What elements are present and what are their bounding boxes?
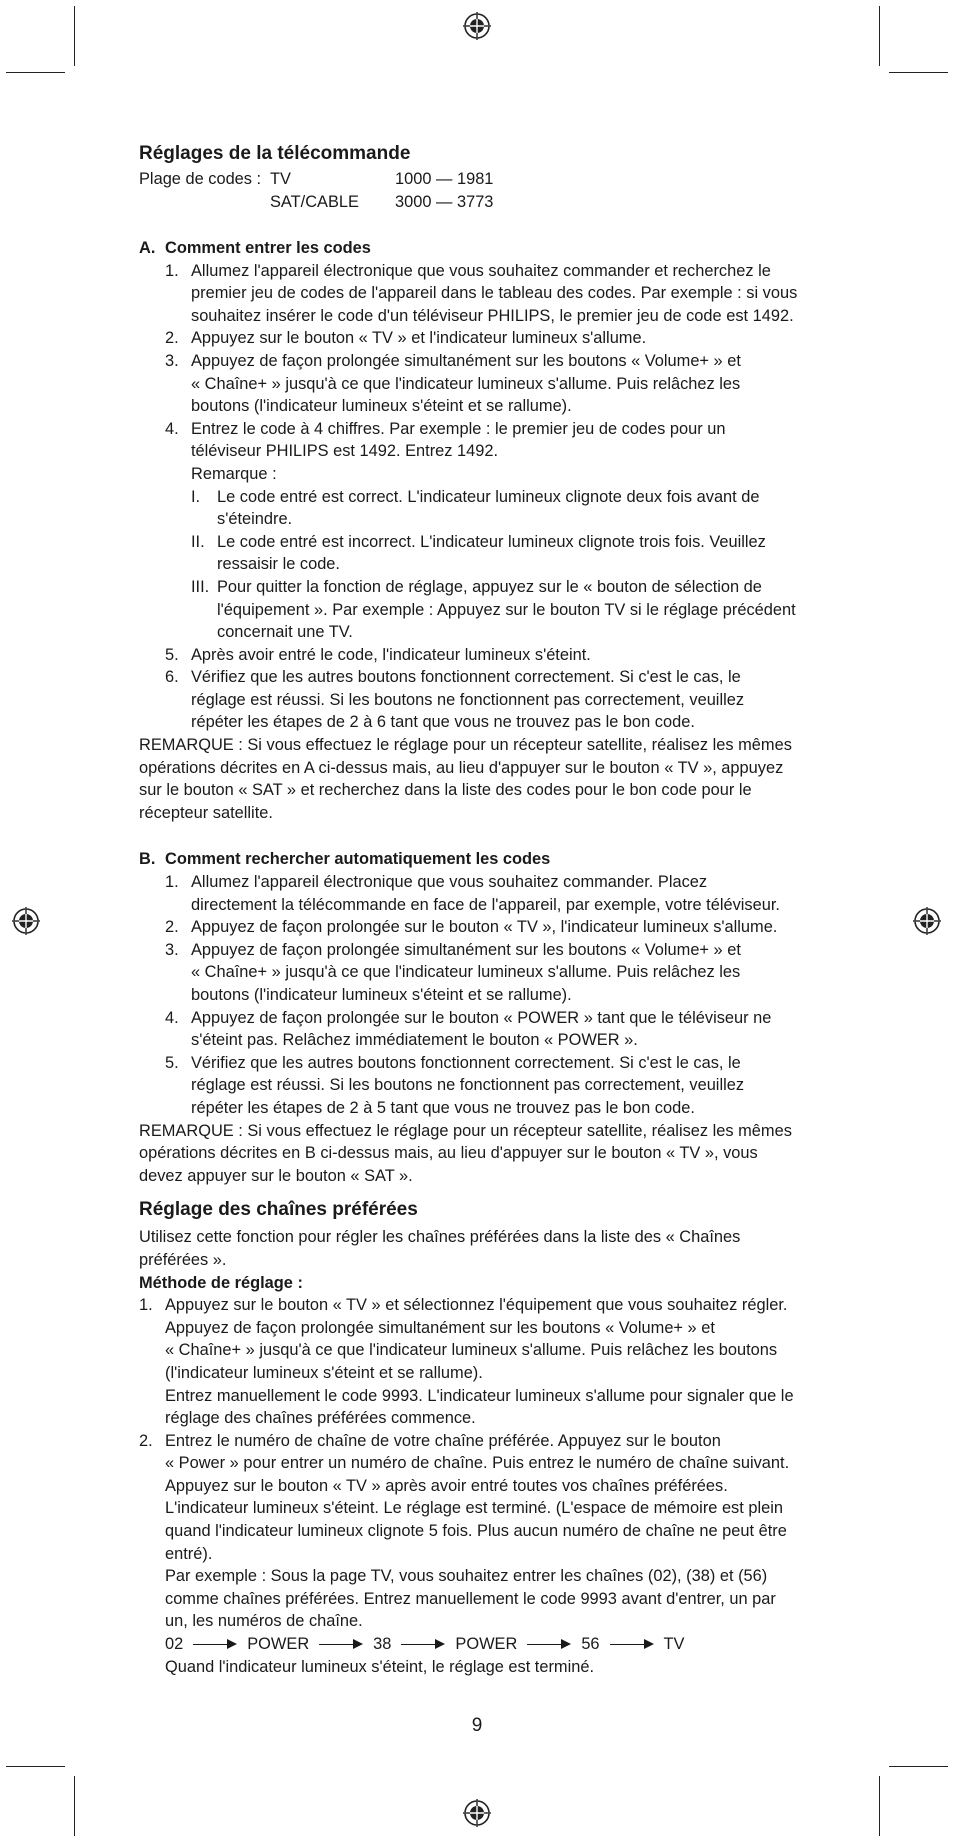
list-item-line: Le code entré est correct. L'indicateur lumineux clignote deux fois avant de [217,487,760,506]
list-item-line: boutons (l'indicateur lumineux s'éteint et se rallume). [191,986,572,1004]
list-item-line: Appuyez de façon prolongée simultanément sur les boutons « Volume+ » et [191,351,741,370]
sequence-step: POWER [455,1635,518,1654]
list-item-line: s'éteint pas. Relâchez immédiatement le bouton « POWER ». [191,1031,638,1050]
list-item-line: comme chaînes préférées. Entrez manuellement le code 9993 avant d'entrer, un par [165,1589,776,1608]
list-item-line: Appuyez de façon prolongée sur le bouton « POWER » tant que le téléviseur ne [191,1008,772,1027]
list-item-line: entré). [165,1544,213,1563]
list-item-number: 2. [165,329,179,348]
section-b-heading [139,848,819,871]
text-line: REMARQUE : Si vous effectuez le réglage pour un récepteur satellite, réalisez les mêmes [139,736,792,755]
text-line: Utilisez cette fonction pour régler les chaînes préférées dans la liste des « Chaînes [139,1228,741,1247]
registration-mark-icon [10,905,42,937]
final-note: Quand l'indicateur lumineux s'éteint, le réglage est terminé. [165,1657,595,1676]
list-item [139,871,819,916]
list-item [139,666,819,734]
list-item [139,350,819,418]
crop-mark [74,1776,75,1836]
list-item-line: Entrez manuellement le code 9993. L'indicateur lumineux s'allume pour signaler que le [165,1386,794,1405]
list-item-number: 3. [165,351,179,370]
text-line: devez appuyer sur le bouton « SAT ». [139,1166,413,1185]
crop-mark [879,6,880,66]
method-label: Méthode de réglage : [139,1273,303,1292]
section-a-list-continued [139,644,819,734]
list-item-line: directement la télécommande en face de l'appareil, par exemple, votre téléviseur. [191,895,780,914]
registration-mark-icon [911,905,943,937]
list-item [139,1430,819,1633]
arrow-right-icon [401,1638,445,1650]
list-item-line: Entrez le code à 4 chiffres. Par exemple : le premier jeu de codes pour un [191,419,726,438]
list-item [139,486,819,531]
list-item-line: « Chaîne+ » jusqu'à ce que l'indicateur lumineux s'allume. Puis relâchez les [191,374,741,393]
list-item [139,260,819,328]
section-a-heading [139,237,819,260]
crop-mark [879,1776,880,1836]
registration-mark-icon [461,1797,493,1829]
list-item-line: Appuyez de façon prolongée sur le bouton « TV », l'indicateur lumineux s'allume. [191,918,778,937]
list-item-line: quand l'indicateur lumineux clignote 5 fois. Plus aucun numéro de chaîne ne peut être [165,1522,787,1541]
favorites-title: Réglage des chaînes préférées [139,1199,418,1221]
section-letter: A. [139,239,156,257]
list-item-number: 4. [165,419,179,438]
list-item-number: 1. [165,873,179,892]
button-sequence [139,1633,819,1656]
page-content [139,142,819,1678]
list-item-number: 4. [165,1008,179,1027]
list-item-line: réglage des chaînes préférées commence. [165,1409,476,1428]
list-item [139,1294,819,1430]
list-item-line: Entrez le numéro de chaîne de votre chaîne préférée. Appuyez sur le bouton [165,1431,721,1450]
list-item-number: 6. [165,668,179,687]
list-item-line: Appuyez sur le bouton « TV » après avoir entré toutes vos chaînes préférées. [165,1476,728,1495]
list-item-line: Après avoir entré le code, l'indicateur lumineux s'éteint. [191,645,591,664]
list-item [139,327,819,350]
page-title: Réglages de la télécommande [139,143,411,164]
list-item-line: ressaisir le code. [217,555,340,574]
list-item [139,418,819,463]
arrow-right-icon [527,1638,571,1650]
list-item-number: 5. [165,1053,179,1072]
section-a-list [139,260,819,463]
arrow-right-icon [193,1638,237,1650]
list-item-number: 3. [165,940,179,959]
favorites-intro [139,1226,819,1271]
list-item-number: 2. [139,1431,153,1450]
text-line: opérations décrites en B ci-dessus mais, au lieu d'appuyer sur le bouton « TV », vous [139,1144,758,1163]
arrow-right-icon [610,1638,654,1650]
sequence-step: 38 [373,1635,392,1654]
list-item-line: l'équipement ». Par exemple : Appuyez sur le bouton TV si le réglage précédent [217,600,796,619]
list-item-line: « Power » pour entrer un numéro de chaîne. Puis entrez le numéro de chaîne suivant. [165,1454,790,1473]
list-item-line: « Chaîne+ » jusqu'à ce que l'indicateur lumineux s'allume. Puis relâchez les [191,963,741,982]
list-item-line: Allumez l'appareil électronique que vous souhaitez commander. Placez [191,873,708,892]
text-line: récepteur satellite. [139,803,273,822]
text-line: REMARQUE : Si vous effectuez le réglage pour un récepteur satellite, réalisez les mêmes [139,1121,792,1140]
list-item [139,531,819,576]
list-item-line: Vérifiez que les autres boutons fonctionnent correctement. Si c'est le cas, le [191,1053,741,1072]
list-item-line: répéter les étapes de 2 à 6 tant que vous ne trouvez pas le bon code. [191,713,695,732]
list-item-number: 1. [139,1296,153,1315]
list-item-line: Par exemple : Sous la page TV, vous souhaitez entrer les chaînes (02), (38) et (56) [165,1567,768,1586]
list-item-line: téléviseur PHILIPS est 1492. Entrez 1492. [191,442,499,461]
code-range: 1000 — 1981 [395,170,494,188]
section-b-list [139,871,819,1120]
list-item-line: Vérifiez que les autres boutons fonctionnent correctement. Si c'est le cas, le [191,668,741,687]
list-item-line: « Chaîne+ » jusqu'à ce que l'indicateur lumineux s'allume. Puis relâchez les boutons [165,1341,778,1360]
remark-label: Remarque : [191,464,277,483]
list-item-number: 2. [165,918,179,937]
list-item [139,1007,819,1052]
crop-mark [889,1766,948,1767]
code-device: SAT/CABLE [270,192,359,211]
sequence-step: POWER [247,1635,310,1654]
crop-mark [889,72,948,73]
registration-mark-icon [461,10,493,42]
list-item-line: Le code entré est incorrect. L'indicateur lumineux clignote trois fois. Veuillez [217,532,766,551]
code-range: 3000 — 3773 [395,192,494,211]
list-item-line: réglage est réussi. Si les boutons ne fonctionnent pas correctement, veuillez [191,1076,745,1095]
list-item-line: souhaitez insérer le code d'un téléviseur PHILIPS, le premier jeu de code est 1492. [191,306,794,325]
section-b-note [139,1120,819,1188]
list-item-number: 1. [165,261,179,280]
favorites-list [139,1294,819,1633]
list-item [139,1052,819,1120]
list-item-line: Appuyez de façon prolongée simultanément sur les boutons « Volume+ » et [191,940,741,959]
section-a-note [139,734,819,824]
list-item-number: II. [191,532,205,551]
list-item-line: Allumez l'appareil électronique que vous souhaitez commander et recherchez le [191,261,771,280]
list-item-line: Appuyez de façon prolongée simultanément sur les boutons « Volume+ » et [165,1318,715,1337]
list-item-number: 5. [165,645,179,664]
list-item-line: premier jeu de codes de l'appareil dans le tableau des codes. Par exemple : si vous [191,284,798,303]
list-item-line: concernait une TV. [217,623,353,642]
list-item [139,644,819,667]
remark-list [139,486,819,644]
list-item-line: boutons (l'indicateur lumineux s'éteint et se rallume). [191,397,572,416]
list-item-line: s'éteindre. [217,510,293,529]
list-item-line: répéter les étapes de 2 à 5 tant que vous ne trouvez pas le bon code. [191,1098,695,1117]
text-line: sur le bouton « SAT » et recherchez dans la liste des codes pour le bon code pour le [139,781,752,800]
sequence-step: TV [663,1635,685,1654]
text-line: opérations décrites en A ci-dessus mais, au lieu d'appuyer sur le bouton « TV », appuyez [139,758,784,777]
sequence-step: 56 [581,1635,600,1654]
crop-mark [6,72,65,73]
list-item-line: Pour quitter la fonction de réglage, appuyez sur le « bouton de sélection de [217,577,762,596]
crop-mark [6,1766,65,1767]
list-item-line: Appuyez sur le bouton « TV » et l'indicateur lumineux s'allume. [191,329,647,348]
list-item-line: Appuyez sur le bouton « TV » et sélectionnez l'équipement que vous souhaitez régler. [165,1296,788,1315]
text-line: préférées ». [139,1250,227,1269]
list-item-line: réglage est réussi. Si les boutons ne fonctionnent pas correctement, veuillez [191,690,745,709]
list-item [139,939,819,1007]
crop-mark [74,6,75,66]
code-ranges [139,168,819,213]
list-item-number: I. [191,487,201,506]
list-item [139,576,819,644]
list-item [139,916,819,939]
sequence-step: 02 [165,1635,184,1654]
section-title: Comment entrer les codes [165,239,371,257]
page-number: 9 [471,1715,483,1736]
list-item-line: un, les numéros de chaîne. [165,1612,363,1631]
code-device: TV [270,170,291,188]
arrow-right-icon [319,1638,363,1650]
list-item-line: L'indicateur lumineux s'éteint. Le réglage est terminé. (L'espace de mémoire est plein [165,1499,783,1518]
section-title: Comment rechercher automatiquement les codes [165,850,551,869]
list-item-line: (l'indicateur lumineux s'éteint et se rallume). [165,1363,483,1382]
code-range-label: Plage de codes : [139,170,262,188]
list-item-number: III. [191,577,210,596]
section-letter: B. [139,850,156,869]
